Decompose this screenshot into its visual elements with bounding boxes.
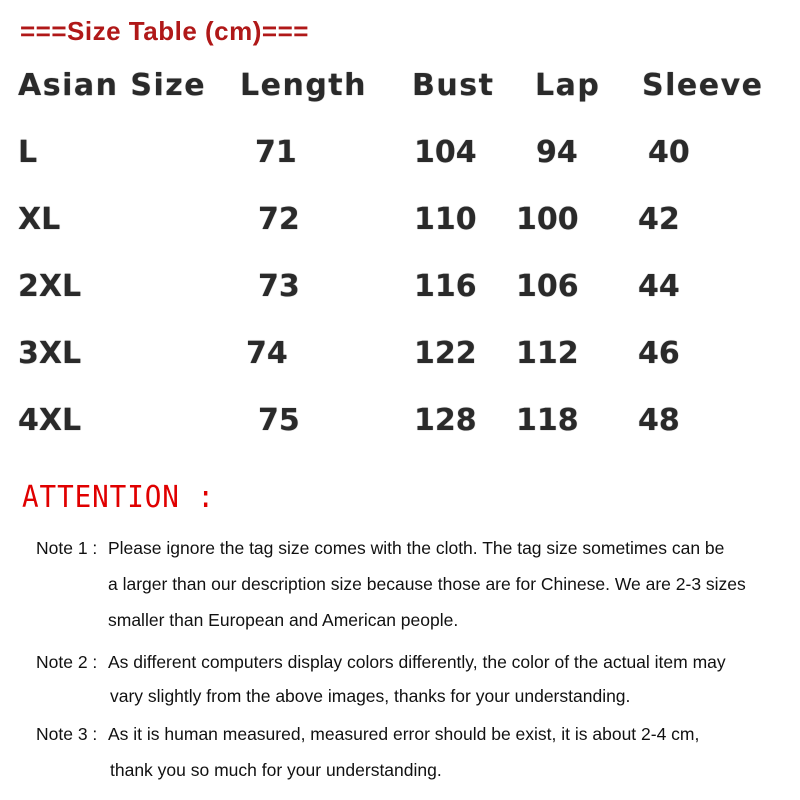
note-2-line-1: As different computers display colors differently, the color of the actual item may: [108, 652, 726, 672]
size-cell: 4XL: [18, 403, 82, 438]
attention-heading: ATTENTION :: [22, 480, 215, 515]
note-2-line-2: vary slightly from the above images, thanks for your understanding.: [110, 686, 631, 706]
length-cell: 74: [246, 336, 288, 371]
size-cell: L: [18, 135, 38, 170]
lap-cell: 112: [516, 336, 579, 371]
lap-cell: 100: [516, 202, 579, 237]
size-table-title: ===Size Table (cm)===: [20, 16, 309, 46]
sleeve-cell: 46: [638, 336, 680, 371]
lap-cell: 106: [516, 269, 579, 304]
note-3-line-1: As it is human measured, measured error should be exist, it is about 2-4 cm,: [108, 724, 700, 744]
header-bust: Bust: [412, 68, 495, 103]
size-cell: 3XL: [18, 336, 82, 371]
note-1-label: Note 1 :: [36, 538, 98, 558]
size-cell: 2XL: [18, 269, 82, 304]
length-cell: 73: [258, 269, 300, 304]
header-asian-size: Asian Size: [18, 68, 207, 103]
lap-cell: 94: [536, 135, 578, 170]
header-lap: Lap: [535, 68, 601, 103]
note-1-line-3: smaller than European and American people.: [108, 610, 459, 630]
sleeve-cell: 40: [648, 135, 690, 170]
bust-cell: 128: [414, 403, 477, 438]
length-cell: 71: [255, 135, 297, 170]
note-3-line-2: thank you so much for your understanding.: [110, 760, 442, 780]
length-cell: 75: [258, 403, 300, 438]
note-3-label: Note 3 :: [36, 724, 98, 744]
header-sleeve: Sleeve: [642, 68, 764, 103]
header-length: Length: [240, 68, 367, 103]
sleeve-cell: 42: [638, 202, 680, 237]
note-2-label: Note 2 :: [36, 652, 98, 672]
lap-cell: 118: [516, 403, 579, 438]
bust-cell: 104: [414, 135, 477, 170]
length-cell: 72: [258, 202, 300, 237]
bust-cell: 116: [414, 269, 477, 304]
bust-cell: 122: [414, 336, 477, 371]
bust-cell: 110: [414, 202, 477, 237]
size-cell: XL: [18, 202, 61, 237]
note-1-line-2: a larger than our description size because those are for Chinese. We are 2-3 sizes: [108, 574, 746, 594]
sleeve-cell: 44: [638, 269, 680, 304]
note-1-line-1: Please ignore the tag size comes with the cloth. The tag size sometimes can be: [108, 538, 725, 558]
sleeve-cell: 48: [638, 403, 680, 438]
